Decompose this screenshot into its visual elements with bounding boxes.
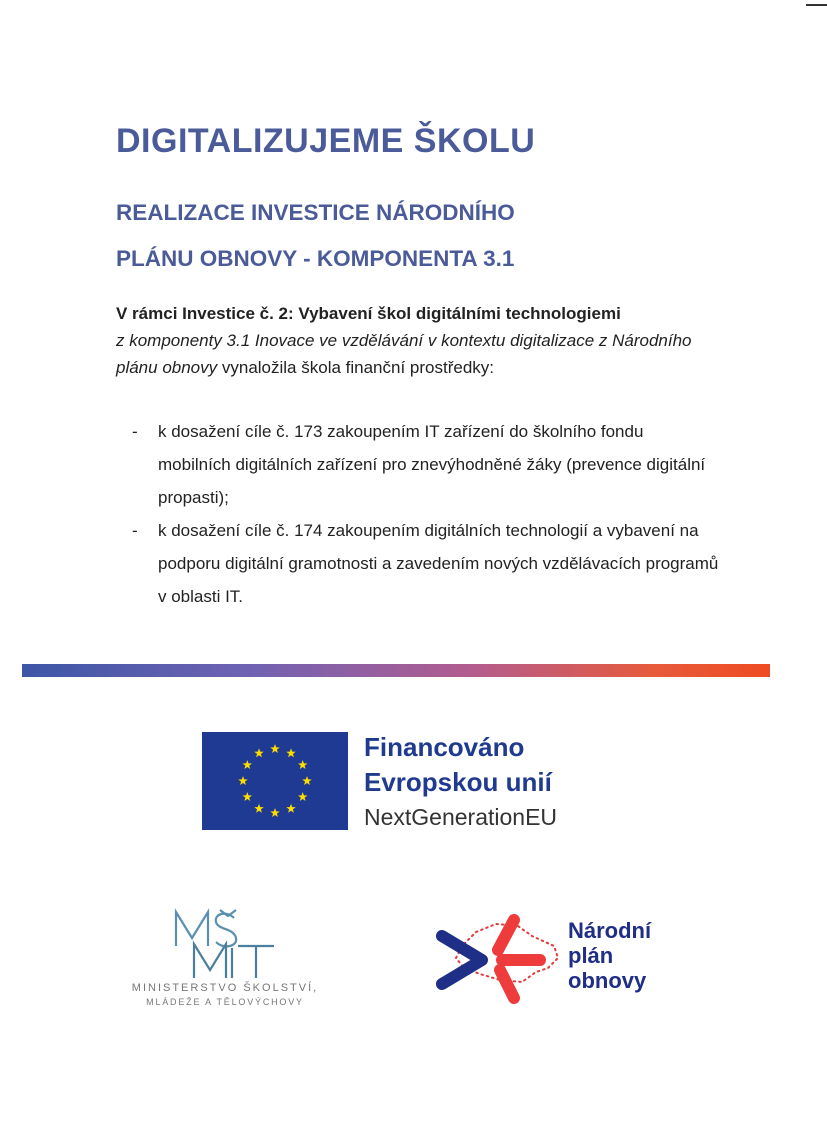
intro-paragraph — [116, 300, 736, 381]
npo-text-line-3: obnovy — [568, 968, 647, 993]
gradient-divider — [22, 664, 770, 677]
msmt-logo-icon — [170, 908, 280, 982]
subtitle-line-2: PLÁNU OBNOVY - KOMPONENTA 3.1 — [116, 246, 515, 271]
page-title: DIGITALIZUJEME ŠKOLU — [116, 122, 536, 160]
intro-bold: V rámci Investice č. 2: Vybavení škol digitálními technologiemi — [116, 304, 621, 323]
page-subtitle — [116, 190, 716, 282]
eu-flag-icon — [202, 732, 348, 830]
subtitle-line-1: REALIZACE INVESTICE NÁRODNÍHO — [116, 200, 515, 225]
eu-funding-text — [364, 730, 557, 834]
list-item: - k dosažení cíle č. 174 zakoupením digitálních technologií a vybavení na podporu digitální gramotnosti a zavedením nových vzdělávacích programů v oblasti IT. — [130, 514, 720, 613]
scan-corner-mark — [806, 4, 827, 6]
npo-text-line-1: Národní — [568, 918, 652, 943]
npo-text-line-2: plán — [568, 943, 614, 968]
eu-text-line-2: Evropskou unií — [364, 767, 552, 797]
npo-logo-text — [568, 918, 651, 993]
msmt-name-line-1: MINISTERSTVO ŠKOLSTVÍ, — [131, 982, 319, 994]
eu-text-line-1: Financováno — [364, 732, 525, 762]
intro-rest: vynaložila škola finanční prostředky: — [217, 358, 494, 377]
bullet-list — [130, 415, 720, 613]
narodni-plan-obnovy-logo-icon — [436, 910, 562, 1006]
intro-italic: z komponenty 3.1 Inovace ve vzdělávání v kontextu digitalizace z Národního plánu obnovy — [116, 331, 692, 377]
msmt-name-line-2: MLÁDEŽE A TĚLOVÝCHOVY — [146, 997, 304, 1007]
eu-text-line-3: NextGenerationEU — [364, 804, 558, 830]
list-item: - k dosažení cíle č. 173 zakoupením IT zařízení do školního fondu mobilních digitálních zařízení pro znevýhodněné žáky (prevence digitální propasti); — [130, 415, 720, 514]
